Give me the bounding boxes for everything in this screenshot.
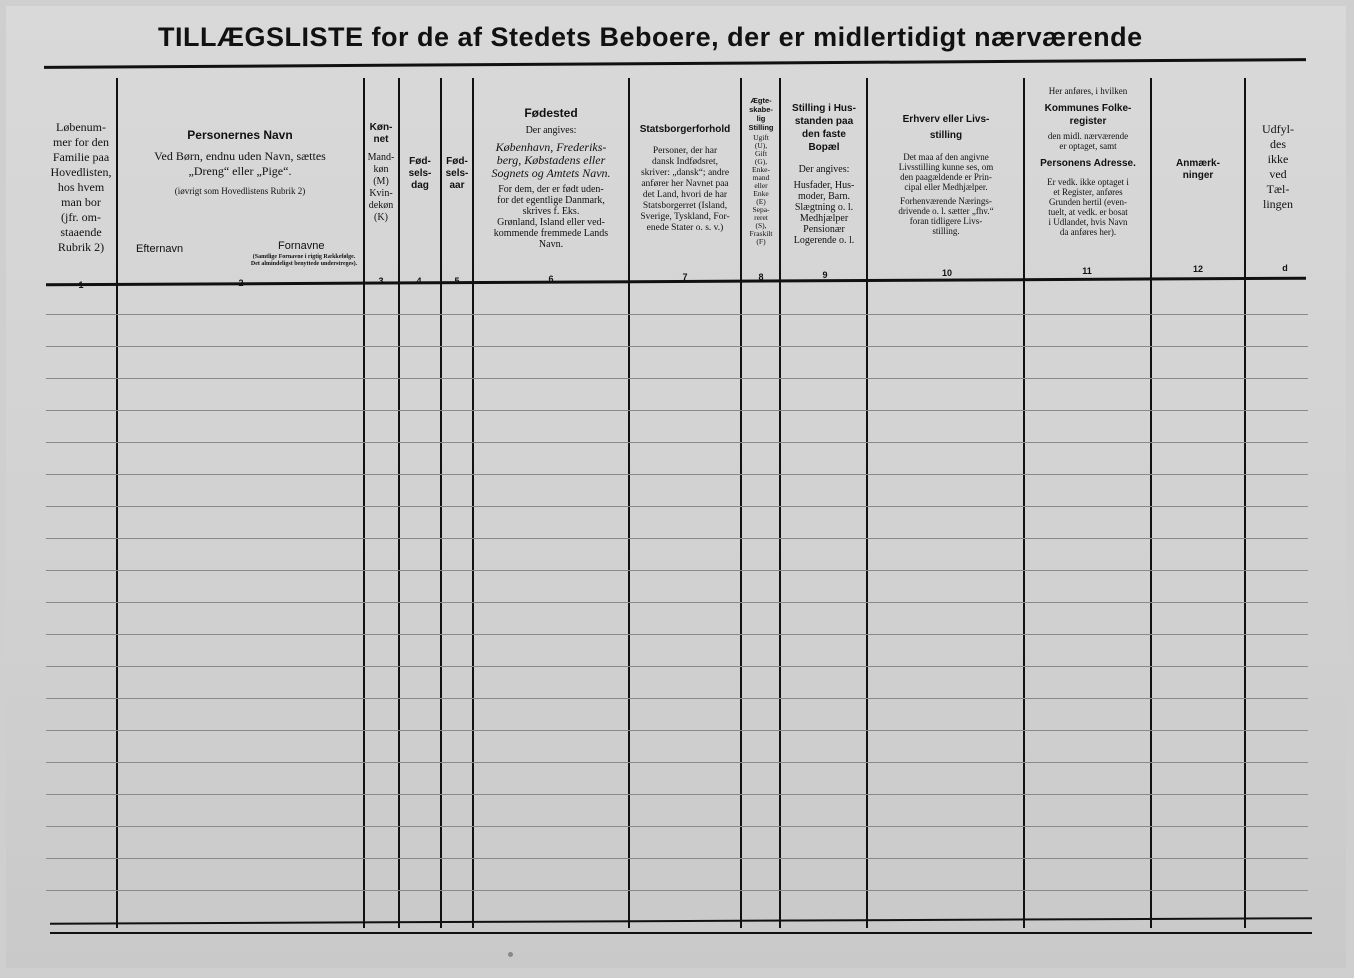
column-divider xyxy=(398,78,400,928)
col10-text: Det maa af den angivne Livsstilling kunne ses, om den paagældende er Prin- cipal eller Medhjælper. xyxy=(898,152,994,192)
col6-heading: Fødested xyxy=(524,106,578,120)
col4-header: Fød- sels- dag xyxy=(408,156,432,191)
entry-row-line xyxy=(46,474,1308,475)
entry-row-line xyxy=(46,442,1308,443)
column-number: 12 xyxy=(1192,264,1203,274)
column-divider xyxy=(1244,78,1246,928)
column-number: 11 xyxy=(1082,266,1092,276)
col5-header: Fød- sels- aar xyxy=(445,156,469,191)
column-number: 3 xyxy=(378,276,384,286)
column-divider xyxy=(1150,78,1152,928)
col6-text: Der angives: xyxy=(525,125,577,136)
entry-row-line xyxy=(46,826,1308,827)
col2-sub-surname: Efternavn xyxy=(136,243,184,255)
footer-rule xyxy=(50,932,1312,934)
col9-header xyxy=(781,102,867,246)
col10-heading: Erhverv eller Livs- stilling xyxy=(902,114,990,141)
col8-text: Ugift (U), Gift (G), Enke- mand eller Enke (E) Sepa- reret (S), Fraskilt (F) xyxy=(749,133,773,246)
entry-row-line xyxy=(46,762,1308,763)
entry-row-line xyxy=(46,698,1308,699)
col6-text2: København, Frederiks- berg, Købstadens eller Sognets og Amtets Navn. xyxy=(491,140,611,180)
column-divider xyxy=(116,78,118,928)
col8-header xyxy=(742,96,780,246)
entry-row-line xyxy=(46,506,1308,507)
col7-header xyxy=(630,124,740,234)
col3-header xyxy=(364,122,398,224)
column-number: 9 xyxy=(822,270,828,280)
col2-instruction: Ved Børn, endnu uden Navn, sættes „Dreng“ eller „Pige“. xyxy=(154,149,326,178)
col3-text: Mand- køn (M) Kvin- dekøn (K) xyxy=(367,152,395,223)
col11-header xyxy=(1026,86,1150,237)
entry-row-line xyxy=(46,570,1308,571)
col8-heading: Ægte- skabe- lig Stilling xyxy=(748,96,774,132)
column-number: 10 xyxy=(941,268,952,278)
entry-row-line xyxy=(46,602,1308,603)
column-number: 7 xyxy=(682,272,688,282)
col9-heading: Stilling i Hus- standen paa den faste Bopæl xyxy=(792,103,856,153)
col2-header xyxy=(120,128,360,197)
entry-row-line xyxy=(46,794,1308,795)
column-number: d xyxy=(1282,263,1288,273)
col6-header xyxy=(476,106,626,250)
column-number: 4 xyxy=(416,276,422,286)
col-d-header: Udfyl- des ikke ved Tæl- lingen xyxy=(1262,122,1294,211)
entry-row-line xyxy=(46,730,1308,731)
col7-heading: Statsborgerforhold xyxy=(639,124,731,135)
col9-text2: Husfader, Hus- moder, Barn. Slægtning o. l. Medhjælper Pensionær Logerende o. l. xyxy=(793,180,855,246)
entry-row-line xyxy=(46,538,1308,539)
col12-header: Anmærk- ninger xyxy=(1176,158,1220,181)
column-divider xyxy=(472,78,474,928)
column-number: 5 xyxy=(454,276,460,286)
entry-row-line xyxy=(46,890,1308,891)
paper-speck xyxy=(508,952,513,957)
entry-row-line xyxy=(46,858,1308,859)
column-divider xyxy=(440,78,442,928)
entry-row-line xyxy=(46,634,1308,635)
entry-row-line xyxy=(46,666,1308,667)
entry-row-line xyxy=(46,346,1308,347)
col11-pre: Her anføres, i hvilken xyxy=(1048,86,1128,96)
column-number: 8 xyxy=(758,272,764,282)
col2-heading: Personernes Navn xyxy=(187,128,293,142)
col10-header xyxy=(870,112,1022,236)
col11-text: den midl. nærværende er optaget, samt xyxy=(1047,131,1129,151)
column-divider xyxy=(1023,78,1025,928)
entry-row-line xyxy=(46,410,1308,411)
column-number: 2 xyxy=(238,278,244,288)
column-number: 6 xyxy=(548,274,554,284)
col11-heading: Kommunes Folke- register xyxy=(1044,103,1132,127)
col2-sub-firstnames: Fornavne xyxy=(278,240,325,252)
col11-heading2: Personens Adresse. xyxy=(1040,158,1136,169)
col2-sub-firstnames-note: (Samtlige Fornavne i rigtig Rækkefølge. Det almindeligst benyttede understreges). xyxy=(250,254,358,267)
column-number: 1 xyxy=(78,280,84,290)
entry-row-line xyxy=(46,378,1308,379)
col10-text2: Forhenværende Nærings- drivende o. l. sætter „fhv.“ foran tidligere Livs- stilling. xyxy=(898,196,994,236)
col3-heading: Køn- net xyxy=(369,122,393,145)
col7-text: Personer, der har dansk Indfødsret, skriver: „dansk“; andre anfører her Navnet paa det Land, hvori de har Statsborgerret (Island, Sverige, Tyskland, For- enede Stater o. s. v.) xyxy=(640,146,730,233)
col1-header: Løbenum- mer for den Familie paa Hovedlisten, hos hvem man bor (jfr. om- staaende Rubrik 2) xyxy=(50,120,112,254)
col6-text3: For dem, der er født uden- for det egentlige Danmark, skrives f. Eks. Grønland, Island eller ved- kommende fremmede Lands Navn. xyxy=(493,184,609,250)
col2-note: (iøvrigt som Hovedlistens Rubrik 2) xyxy=(174,186,306,196)
col9-text: Der angives: xyxy=(798,164,850,175)
form-title: TILLÆGSLISTE for de af Stedets Beboere, der er midlertidigt nærværende xyxy=(158,22,1143,52)
col11-text2: Er vedk. ikke optaget i et Register, anføres Grunden hertil (even- tuelt, at vedk. er bosat i Udlandet, hvis Navn da anføres her). xyxy=(1047,177,1129,237)
entry-row-line xyxy=(46,314,1308,315)
